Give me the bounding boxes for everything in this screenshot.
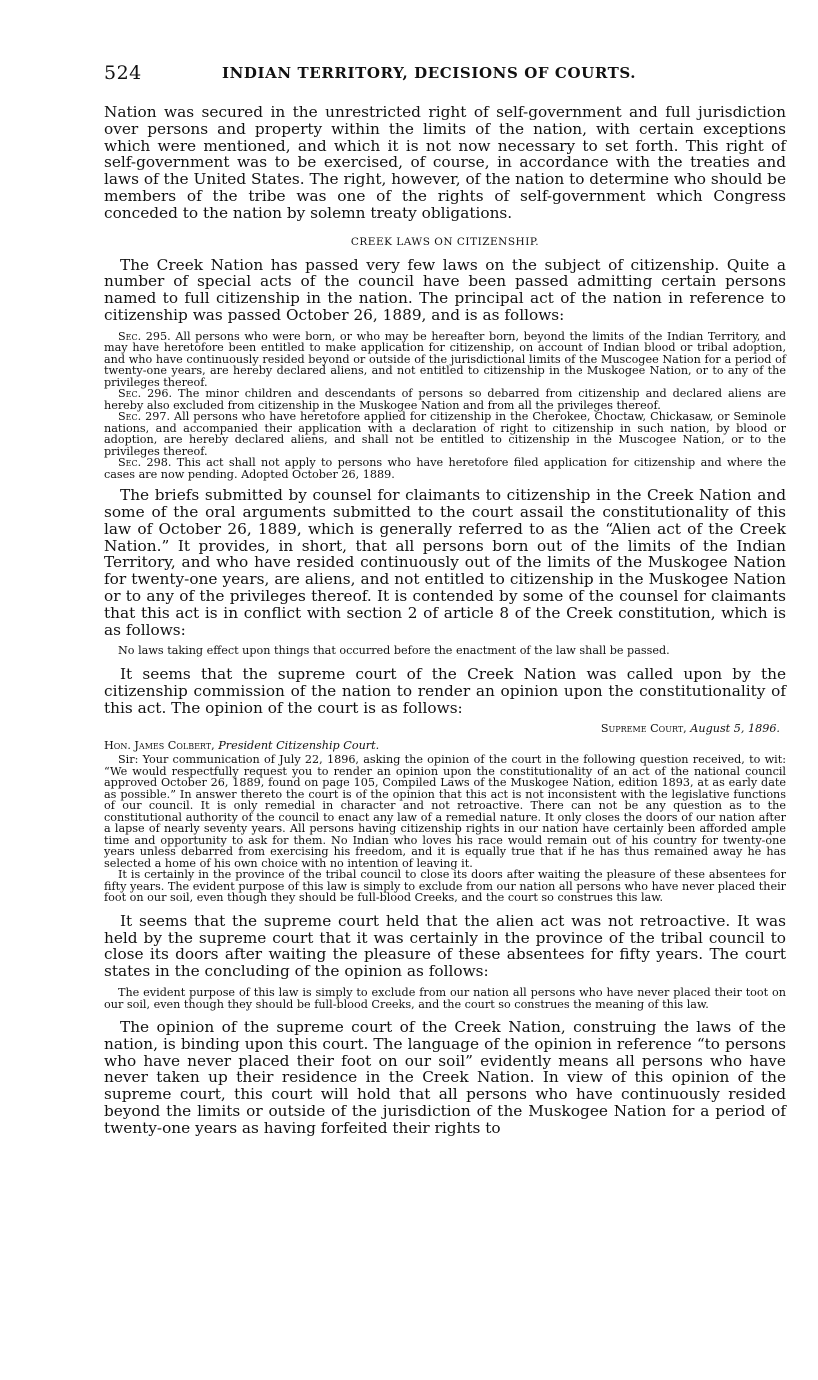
statute-section-295 xyxy=(104,331,786,389)
section-label: Sec. 296. xyxy=(118,387,173,401)
opinion-quote: The evident purpose of this law is simply to exclude from our nation all persons who have never placed their toot on our soil, even though they should be full-blood Creeks, and the court so construes the meaning of this law. xyxy=(104,986,786,1011)
paragraph-briefs: The briefs submitted by counsel for claimants to citizenship in the Creek Nation and some of the oral arguments submitted to the court assail the constitutionality of this law of October 26, 1889, which is generally referred to as the “Alien act of the Creek Nation.” It provides, in short, that all persons born out of the limits of the Indian Territory, and who have resided continuously out of the limits of the Muskogee Nation for twenty-one years, are aliens, and not entitled to citizenship in the Muskogee Nation or to any of the privileges thereof. It is contended by some of the counsel for claimants that this act is in conflict with section 2 of article 8 of the Creek constitution, which is as follows: xyxy=(104,486,786,639)
section-label: Sec. 295. xyxy=(118,329,171,343)
statute-section-296 xyxy=(104,388,786,411)
running-head: INDIAN TERRITORY, DECISIONS OF COURTS. xyxy=(222,64,637,82)
addressee-name: Hon. James Colbert, xyxy=(104,739,215,753)
opinion-letter-part-2: It is certainly in the province of the tribal council to close its doors after waiting the pleasure of these absentees for fifty years. The evident purpose of this law is simply to exclude from our nation all persons who have never placed their foot on our soil, even though they should be full-blood Creeks, and the court so construes this law. xyxy=(104,868,786,905)
section-text: The minor children and descendants of persons so debarred from citizenship and declared aliens are hereby also excluded from citizenship in the Muskogee Nation and from all the privileges thereof. xyxy=(104,387,786,412)
opinion-letter-part-1: Sir: Your communication of July 22, 1896, asking the opinion of the court in the following question received, to wit: “We would respectfully request you to render an opinion upon the constitutionality of an act of the national council approved October 26, 1889, found on page 105, Compiled Laws of the Muskogee Nation, edition 1893, at as early date as possible.” In answer thereto the court is of the opinion that this act is not inconsistent with the legislative functions of our council. It is only remedial in character and not retroactive. There can not be any question as to the constitutional authority of the council to enact any law of a remedial nature. It only closes the doors of our nation after a lapse of nearly seventy years. All persons having citizenship rights in our nation have certainly been afforded ample time and opportunity to ask for them. No Indian who loves his race would remain out of his country for twenty-one years unless debarred from exercising his freedom, and it is equally true that if he has thus remained away he has selected a home of his own choice with no intention of leaving it. xyxy=(104,753,786,870)
constitution-quote: No laws taking effect upon things that occurred before the enactment of the law shall be passed. xyxy=(118,644,670,658)
page-header xyxy=(104,62,786,88)
paragraph-binding-opinion: The opinion of the supreme court of the Creek Nation, construing the laws of the nation, is binding upon this court. The language of the opinion in reference “to persons who have never placed their foot on our soil” evidently means all persons who have never taken up their residence in the Creek Nation. In view of this opinion of the supreme court, this court will hold that all persons who have continuously resided beyond the limits or outside of the jurisdiction of the Muskogee Nation for a period of twenty-one years as having forfeited their rights to xyxy=(104,1018,786,1137)
court-dateline xyxy=(104,723,786,735)
paragraph-supreme-court: It seems that the supreme court of the Creek Nation was called upon by the citizenship commission of the nation to render an opinion upon the constitutionality of this act. The opinion of the court is as follows: xyxy=(104,664,786,717)
section-text: All persons who have heretofore applied for citizenship in the Cherokee, Choctaw, Chickasaw, or Seminole nations, and accompanied their application with a declaration of right to citizenship in such nation, by blood or adoption, are hereby declared aliens, and shall not be entitled to citizenship in the Muscogee Nation, or to the privileges thereof. xyxy=(104,410,786,458)
statute-section-297 xyxy=(104,411,786,457)
page-number: 524 xyxy=(104,62,142,84)
section-heading: CREEK LAWS ON CITIZENSHIP. xyxy=(350,235,540,248)
section-text: All persons who were born, or who may be hereafter born, beyond the limits of the Indian Territory, and may have heretofore been entitled to make application for citizenship, on account of Indian blood or tribal adoption, and who have continuously resided beyond or outside of the jurisdictional limits of the Muscogee Nation for a period of twenty-one years, are hereby declared aliens, and not entitled to citizenship in the Muskogee Nation, or to any of the privileges thereof. xyxy=(104,329,786,389)
paragraph-creek-laws: The Creek Nation has passed very few laws on the subject of citizenship. Quite a number of special acts of the council have been passed admitting certain persons named to full citizenship in the nation. The principal act of the nation in reference to citizenship was passed October 26, 1889, and is as follows: xyxy=(104,255,786,324)
court-date: August 5, 1896. xyxy=(686,722,780,736)
paragraph-continued: Nation was secured in the unrestricted right of self-government and full jurisdiction over persons and property within the limits of the nation, with certain exceptions which were mentioned, and which it is not now necessary to set forth. This right of self-government was to be exercised, of course, in accordance with the treaties and laws of the United States. The right, however, of the nation to determine who should be members of the tribe was one of the rights of self-government which Congress conceded to the nation by solemn treaty obligations. xyxy=(104,103,786,222)
page-body xyxy=(104,104,786,1137)
letter-addressee xyxy=(104,740,786,752)
paragraph-not-retroactive: It seems that the supreme court held that the alien act was not retroactive. It was held by the supreme court that it was certainly in the province of the tribal council to close its doors after waiting the pleasure of these absentees for fifty years. The court states in the concluding of the opinion as follows: xyxy=(104,911,786,981)
statute-section-298 xyxy=(104,457,786,480)
addressee-title: President Citizenship Court. xyxy=(214,739,380,753)
section-label: Sec. 298. xyxy=(118,456,172,470)
section-label: Sec. 297. xyxy=(118,410,171,424)
court-name: Supreme Court, xyxy=(600,722,687,736)
section-text: This act shall not apply to persons who have heretofore filed application for citizenship and where the cases are now pending. Adopted October 26, 1889. xyxy=(104,456,786,481)
